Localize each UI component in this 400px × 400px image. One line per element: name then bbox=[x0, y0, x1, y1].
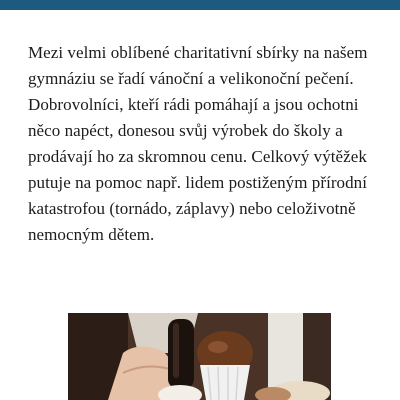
article-paragraph: Mezi velmi oblíbené charitativní sbírky na našem gymnáziu se řadí vánoční a velikonoční pečení. Dobrovolníci, kteří rádi pomáhají a jsou ochotni něco napéct, donesou svůj výrobek do školy a prodávají ho za skromnou cenu. Celkový výtěžek putuje na pomoc např. lidem postiženým přírodní katastrofou (tornádo, záplavy) nebo celoživotně nemocným dětem. bbox=[28, 43, 368, 244]
article-body bbox=[28, 40, 380, 248]
baked-goods-photo bbox=[68, 313, 331, 400]
header-bar bbox=[0, 0, 400, 10]
